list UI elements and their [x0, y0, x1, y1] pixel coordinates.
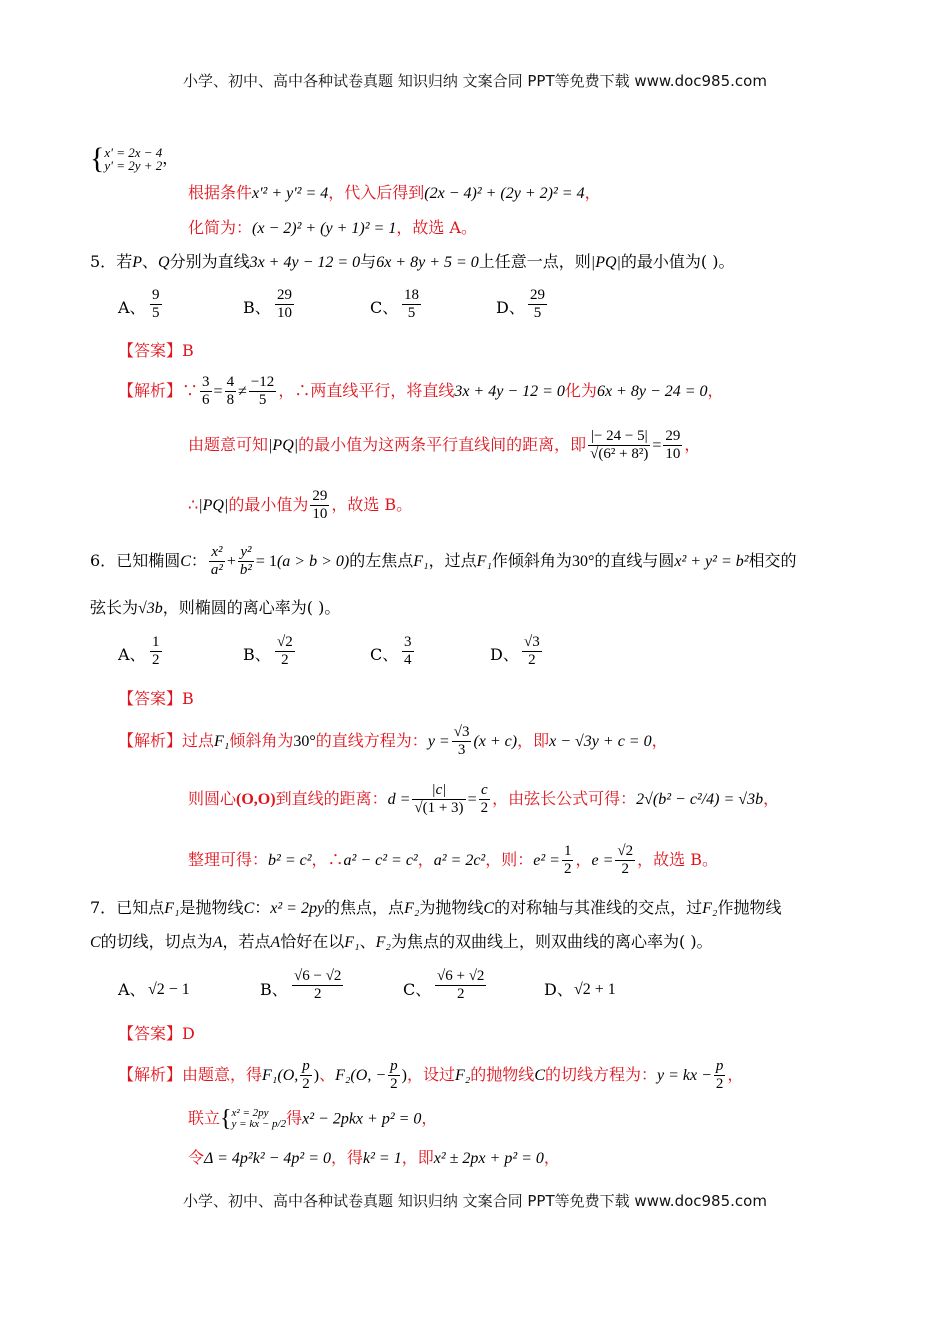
page-header: 小学、初中、高中各种试卷真题 知识归纳 文案合同 PPT等免费下载 www.doc985.com	[183, 72, 767, 90]
q7-option-b-label: B、	[260, 980, 288, 999]
q6-option-d-label: D、	[490, 645, 519, 664]
q5-explanation-1: 【解析】∵ $\frac{3}{6}$ = $\frac{4}{8}$ ≠ $\frac{-12}{5}$ ，∴两直线平行，将直线3x + 4y − 12 = 0化为6x + 8y − 24 = 0，	[118, 374, 724, 408]
q7-option-a: √2 − 1	[148, 981, 190, 998]
q7-stem-1: 7．已知点F₁是抛物线C：x² = 2py的焦点，点F₂为抛物线C的对称轴与其准线的交点，过F₂作抛物线	[90, 898, 782, 917]
q7-stem-2: C的切线，切点为A，若点A恰好在以F₁、F₂为焦点的双曲线上，则双曲线的离心率为( )。	[90, 932, 713, 951]
q5-option-d-label: D、	[496, 298, 525, 317]
q7-option-b: $\frac{√6 - √2}{2}$	[294, 968, 342, 1002]
q6-options	[118, 634, 678, 678]
prev-line-1: 根据条件x'² + y'² = 4，代入后得到(2x − 4)² + (2y + 2)² = 4，	[188, 183, 601, 202]
q6-option-c-label: C、	[370, 645, 399, 664]
q5-option-c: $\frac{18}{5}$	[404, 287, 419, 321]
q6-stem-2: 弦长为√3b，则椭圆的离心率为( )。	[90, 598, 341, 617]
prev-system-eqs: x' = 2x − 4 y' = 2y + 2	[104, 145, 163, 173]
q6-stem-1: 6．已知椭圆C： $\frac{\text{x²}}{\text{a²}}$ + $\frac{\text{y²}}{\text{b²}}$ = 1(a > b > 0)的左焦点F₁，过点F₁作倾斜角为30°的直线与圆x² + y² = b²相交的	[90, 544, 797, 578]
q5-option-b-label: B、	[243, 298, 271, 317]
q5-option-c-label: C、	[370, 298, 399, 317]
q7-option-a-label: A、	[118, 980, 146, 999]
q6-option-b: $\frac{√2}{2}$	[277, 634, 293, 668]
q6-option-d: $\frac{√3}{2}$	[524, 634, 540, 668]
q5-option-a: $\frac{9}{5}$	[152, 287, 160, 321]
q5-option-d: $\frac{29}{5}$	[530, 287, 545, 321]
q7-option-c: $\frac{√6 + √2}{2}$	[437, 968, 485, 1002]
q5-option-b: $\frac{29}{10}$	[277, 287, 292, 321]
q5-answer: 【答案】B	[118, 341, 194, 360]
q5-explanation-3: ∴|PQ|的最小值为 $\frac{29}{10}$ ，故选 B。	[188, 488, 413, 522]
q7-option-c-label: C、	[403, 980, 432, 999]
q7-explanation-1: 【解析】由题意，得F₁(O, $\frac{p}{2}$ )、F₂(O, − $\frac{p}{2}$ )，设过F₂的抛物线C的切线方程为：y = kx − $\frac{p}{2}$ ，	[118, 1058, 744, 1092]
q5-stem: 5．若P、Q分别为直线3x + 4y − 12 = 0与6x + 8y + 5 = 0上任意一点，则|PQ|的最小值为( )。	[90, 252, 735, 271]
q6-explanation-3: 整理可得：b² = c²，∴a² − c² = c²，a² = 2c²，则：e² = $\frac{1}{2}$ ，e = $\frac{√2}{2}$ ，故选 B。	[188, 843, 718, 877]
q6-explanation-1: 【解析】过点F₁倾斜角为30°的直线方程为：y = $\frac{√3}{3}$ (x + c)，即x − √3y + c = 0，	[118, 724, 668, 758]
q6-answer: 【答案】B	[118, 689, 194, 708]
page-footer: 小学、初中、高中各种试卷真题 知识归纳 文案合同 PPT等免费下载 www.doc985.com	[183, 1192, 767, 1210]
q5-option-a-label: A、	[118, 298, 146, 317]
q5-options	[118, 287, 678, 331]
q6-option-b-label: B、	[243, 645, 271, 664]
q7-options	[118, 968, 758, 1012]
q6-option-a: $\frac{1}{2}$	[152, 634, 160, 668]
q5-explanation-2: 由题意可知|PQ|的最小值为这两条平行直线间的距离，即 $\frac{|- 24 - 5|}{\text{√(6² + 8²)}}$ = $\frac{29}{10}$ ，	[188, 428, 701, 462]
q6-explanation-2: 则圆心(O,O)到直线的距离：d = $\frac{|c|}{√(1 + 3)}$ = $\frac{c}{2}$ ，由弦长公式可得：2√(b² − c²/4) = √3b，	[188, 782, 780, 816]
q6-option-a-label: A、	[118, 645, 146, 664]
q6-option-c: $\frac{3}{4}$	[404, 634, 412, 668]
q7-option-d: √2 + 1	[574, 981, 616, 998]
q7-option-d-label: D、	[544, 980, 573, 999]
prev-system: { x' = 2x − 4 y' = 2y + 2 ，	[90, 142, 179, 175]
q7-explanation-3: 令Δ = 4p²k² − 4p² = 0，得k² = 1，即x² ± 2px + p² = 0，	[188, 1148, 560, 1167]
brace-glyph: {	[90, 142, 105, 175]
q7-explanation-2: 联立{ x² = 2py y = kx − p/2 得x² − 2pkx + p² = 0，	[188, 1106, 438, 1132]
q7-answer: 【答案】D	[118, 1024, 195, 1043]
prev-line-2: 化简为：(x − 2)² + (y + 1)² = 1，故选 A。	[188, 218, 477, 237]
